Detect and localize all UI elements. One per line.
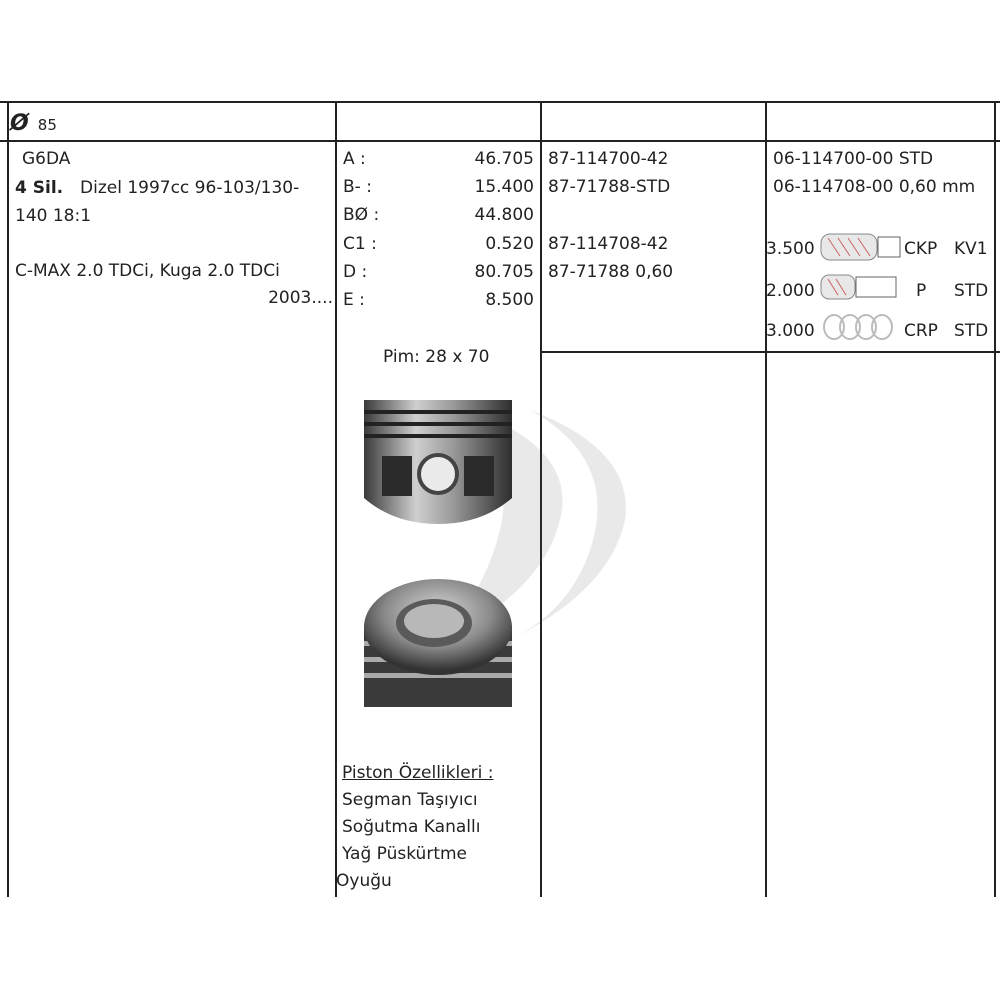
dimension-label: BØ : <box>343 205 380 225</box>
right-border <box>994 101 996 897</box>
column-divider-1 <box>335 101 337 897</box>
ring-size: 3.500 <box>766 239 815 259</box>
ring-grade: STD <box>954 321 989 341</box>
ring-type: CRP <box>904 321 938 341</box>
feature-item: Yağ Püskürtme <box>342 844 468 864</box>
piston-code: 87-71788-STD <box>548 177 671 197</box>
ring-type: CKP <box>904 239 938 259</box>
ring-set-code: 06-114700-00 STD <box>773 149 934 169</box>
left-border <box>7 101 9 897</box>
piston-side-view-image <box>362 398 514 526</box>
compression-ring-icon <box>820 232 902 262</box>
second-ring-icon <box>820 272 902 302</box>
feature-item: Segman Taşıyıcı <box>342 790 478 810</box>
engine-spec-line2: 140 18:1 <box>15 206 92 226</box>
column-divider-3 <box>765 101 767 897</box>
vehicle-models: C-MAX 2.0 TDCi, Kuga 2.0 TDCi <box>15 261 280 281</box>
dimension-label: E : <box>343 290 365 310</box>
ring-size: 2.000 <box>766 281 815 301</box>
dimension-label: C1 : <box>343 234 377 254</box>
ring-grade: KV1 <box>954 239 988 259</box>
dimension-value: 80.705 <box>474 262 534 282</box>
ring-set-code: 06-114708-00 0,60 mm <box>773 177 976 197</box>
diameter-value: 85 <box>37 116 57 134</box>
ring-section-divider <box>541 351 1000 353</box>
dimension-value: 0.520 <box>485 234 534 254</box>
dimension-label: D : <box>343 262 368 282</box>
diameter-cell <box>10 111 57 136</box>
model-years: 2003.... <box>268 288 333 308</box>
features-title: Piston Özellikleri : <box>342 763 494 783</box>
ring-grade: STD <box>954 281 989 301</box>
dimension-label: B- : <box>343 177 372 197</box>
piston-top-view-image <box>362 575 514 709</box>
engine-spec-line1: Dizel 1997cc 96-103/130- <box>80 178 300 198</box>
diameter-symbol: Ø <box>10 111 29 136</box>
header-divider <box>0 140 1000 142</box>
feature-item: Soğutma Kanallı <box>342 817 481 837</box>
ring-type: P <box>916 281 927 301</box>
piston-code: 87-71788 0,60 <box>548 262 674 282</box>
piston-code: 87-114708-42 <box>548 234 669 254</box>
dimension-value: 8.500 <box>485 290 534 310</box>
top-border <box>0 101 1000 103</box>
ring-size: 3.000 <box>766 321 815 341</box>
piston-code: 87-114700-42 <box>548 149 669 169</box>
feature-item: Oyuğu <box>336 871 392 891</box>
oil-ring-icon <box>820 312 902 342</box>
dimension-value: 15.400 <box>474 177 534 197</box>
cylinder-count: 4 Sil. <box>15 178 64 198</box>
engine-code: G6DA <box>22 149 71 169</box>
dimension-value: 46.705 <box>474 149 534 169</box>
pin-size: Pim: 28 x 70 <box>383 347 490 367</box>
dimension-value: 44.800 <box>474 205 534 225</box>
dimension-label: A : <box>343 149 366 169</box>
